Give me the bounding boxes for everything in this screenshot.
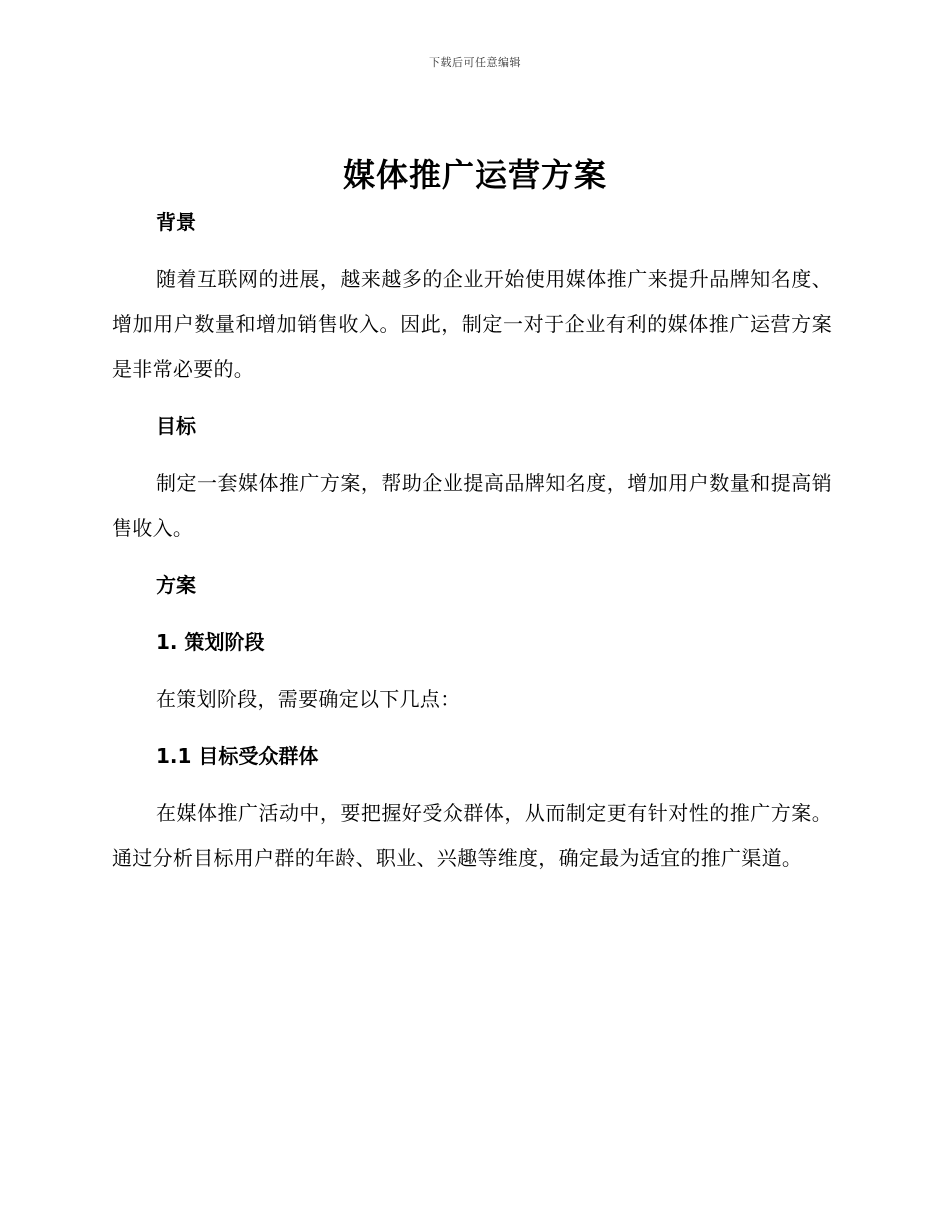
paragraph-goal: 制定一套媒体推广方案，帮助企业提高品牌知名度，增加用户数量和提高销售收入。 [112,471,832,540]
section-heading-plan: 方案 [156,573,196,597]
section-heading-planning-stage: 1. 策划阶段 [156,630,265,654]
section-heading-target-audience: 1.1 目标受众群体 [156,744,319,768]
header-note: 下载后可任意编辑 [429,56,521,69]
section-heading-goal: 目标 [156,414,196,438]
paragraph-background: 随着互联网的进展，越来越多的企业开始使用媒体推广来提升品牌知名度、增加用户数量和增加销售收入。因此，制定一对于企业有利的媒体推广运营方案是非常必要的。 [112,267,832,381]
document-body [112,200,832,881]
paragraph-planning-stage: 在策划阶段，需要确定以下几点： [156,687,461,711]
paragraph-target-audience: 在媒体推广活动中，要把握好受众群体，从而制定更有针对性的推广方案。通过分析目标用户群的年龄、职业、兴趣等维度，确定最为适宜的推广渠道。 [112,801,832,870]
document-title: 媒体推广运营方案 [342,156,607,194]
section-heading-background: 背景 [156,210,196,234]
